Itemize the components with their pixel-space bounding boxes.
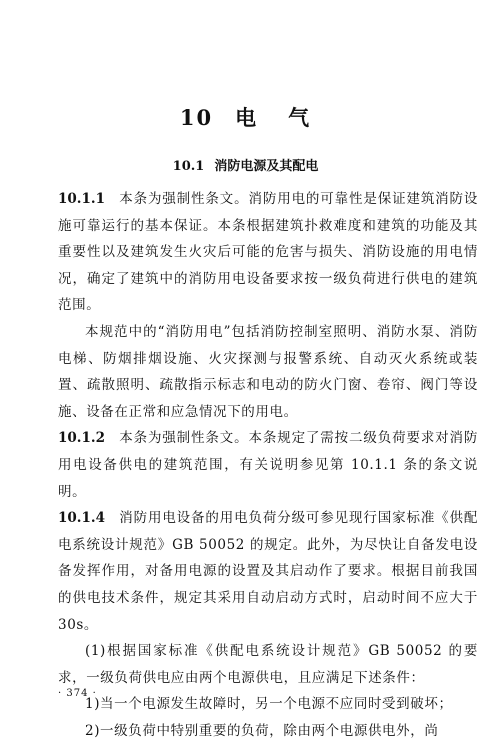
paragraph-text: 本条为强制性条文。消防用电的可靠性是保证建筑消防设施可靠运行的基本保证。本条根据建筑扑救难度和建筑的功能及其重要性以及建筑发生火灾后可能的危害与损失、消防设施的用电情况，确定了建筑中的消防用电设备要求按一级负荷进行供电的建筑范围。: [58, 191, 478, 314]
paragraph-10-1-2: [58, 425, 478, 505]
section-title-text: 消防电源及其配电: [214, 159, 319, 174]
paragraph-text: 本规范中的“消防用电”包括消防控制室照明、消防水泵、消防电梯、防烟排烟设施、火灾探测与报警系统、自动灭火系统或装置、疏散照明、疏散指示标志和电动的防火门窗、卷帘、阀门等设施、设备在正常和应急情况下的用电。: [58, 323, 478, 420]
paragraph-10-1-1: [58, 186, 478, 319]
paragraph-text: 消防用电设备的用电负荷分级可参见现行国家标准《供配电系统设计规范》GB 50052 的规定。此外，为尽快让自备发电设备发挥作用，对备用电源的设置及其启动作了要求。根据目前我国的供电技术条件，规定其采用自动启动方式时，启动时间不应大于 30s。: [58, 510, 478, 633]
body-text: [58, 186, 478, 744]
clause-number: 10.1.1: [58, 191, 105, 207]
paragraph-fire-power-definition: [58, 319, 478, 425]
paragraph-10-1-4: [58, 505, 478, 638]
paragraph-subitem-1: [58, 691, 478, 718]
chapter-number: 10: [179, 105, 214, 130]
paragraph-text: 1)当一个电源发生故障时，另一个电源不应同时受到破坏；: [85, 696, 453, 713]
clause-number: 10.1.4: [58, 510, 105, 527]
chapter-title-char-2: 气: [288, 105, 312, 130]
paragraph-text: 2)一级负荷中特别重要的负荷，除由两个电源供电外，尚: [85, 722, 439, 739]
page-number: · 374 ·: [58, 688, 97, 699]
clause-number: 10.1.2: [58, 430, 105, 447]
section-title: [0, 155, 491, 174]
section-number: 10.1: [172, 159, 205, 174]
chapter-title: [0, 102, 491, 132]
paragraph-subitem-2: [58, 718, 478, 744]
paragraph-text: 本条为强制性条文。本条规定了需按二级负荷要求对消防用电设备供电的建筑范围，有关说明参见第 10.1.1 条的条文说明。: [58, 430, 478, 500]
paragraph-item-1: [58, 638, 478, 691]
paragraph-text: (1)根据国家标准《供配电系统设计规范》GB 50052 的要求，一级负荷供电应由两个电源供电，且应满足下述条件：: [58, 643, 478, 686]
chapter-title-char-1: 电: [235, 105, 259, 130]
